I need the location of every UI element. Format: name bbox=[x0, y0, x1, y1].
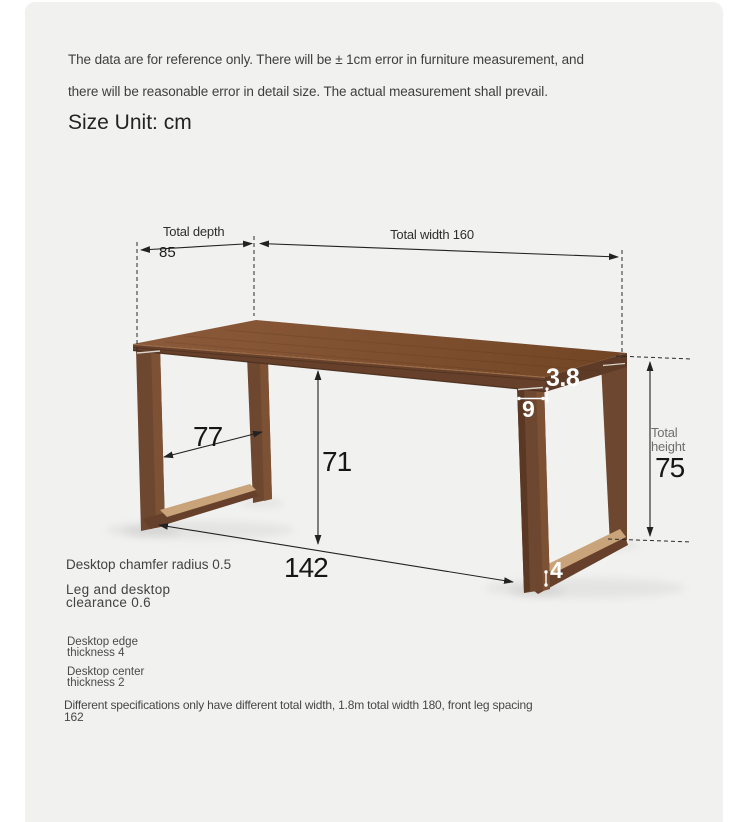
tick-dot bbox=[545, 399, 548, 402]
note-clearance-line-2: clearance 0.6 bbox=[66, 595, 151, 610]
tick-dot bbox=[517, 397, 520, 400]
dim-leg-inner-depth: 77 bbox=[193, 421, 223, 452]
tick-dot bbox=[544, 570, 547, 573]
dim-front-leg-spacing: 142 bbox=[284, 552, 328, 583]
note-center-line-1: Desktop center bbox=[67, 666, 145, 678]
note-edge-line-2: thickness 4 bbox=[67, 646, 125, 659]
dim-leg-width: 9 bbox=[522, 396, 535, 422]
dim-under-clearance: 71 bbox=[322, 446, 352, 477]
note-edge-thickness bbox=[67, 637, 138, 658]
dim-total-height-word2: height bbox=[651, 439, 686, 454]
dim-total-depth-value: 85 bbox=[159, 244, 176, 261]
dim-total-height-value: 75 bbox=[655, 452, 685, 483]
disclaimer-line-1: The data are for reference only. There will be ± 1cm error in furniture measurement, and bbox=[68, 52, 584, 67]
front-leg-spacing-arrow bbox=[159, 525, 513, 582]
note-edge-line-1: Desktop edge bbox=[67, 636, 138, 648]
note-spec-line-1: Different specifications only have different total width, 1.8m total width 180, front leg spacing bbox=[64, 698, 533, 712]
note-center-thickness bbox=[67, 667, 144, 688]
note-clearance bbox=[66, 583, 170, 609]
tick-dot bbox=[541, 397, 544, 400]
dim-total-width-label: Total width 160 bbox=[390, 227, 474, 242]
note-chamfer: Desktop chamfer radius 0.5 bbox=[66, 557, 232, 572]
dim-total-depth-label: Total depth bbox=[163, 224, 225, 239]
note-spec-line-2: 162 bbox=[64, 709, 84, 724]
total-depth-arrow bbox=[141, 244, 252, 251]
note-center-line-2: thickness 2 bbox=[67, 676, 125, 689]
dim-desktop-edge-thickness: 3.8 bbox=[546, 364, 580, 392]
right-rear-post bbox=[601, 361, 627, 545]
dim-foot-thickness: 4 bbox=[550, 557, 563, 583]
tick-dot bbox=[544, 583, 547, 586]
disclaimer-line-2: there will be reasonable error in detail size. The actual measurement shall prevail. bbox=[68, 84, 548, 99]
dashed-line-top-height bbox=[616, 356, 691, 359]
total-width-arrow bbox=[260, 244, 618, 258]
note-clearance-line-1: Leg and desktop bbox=[66, 582, 171, 597]
size-unit-label: Size Unit: cm bbox=[68, 111, 192, 134]
note-specifications bbox=[64, 700, 532, 723]
dim-total-height-word1: Total bbox=[651, 425, 678, 440]
